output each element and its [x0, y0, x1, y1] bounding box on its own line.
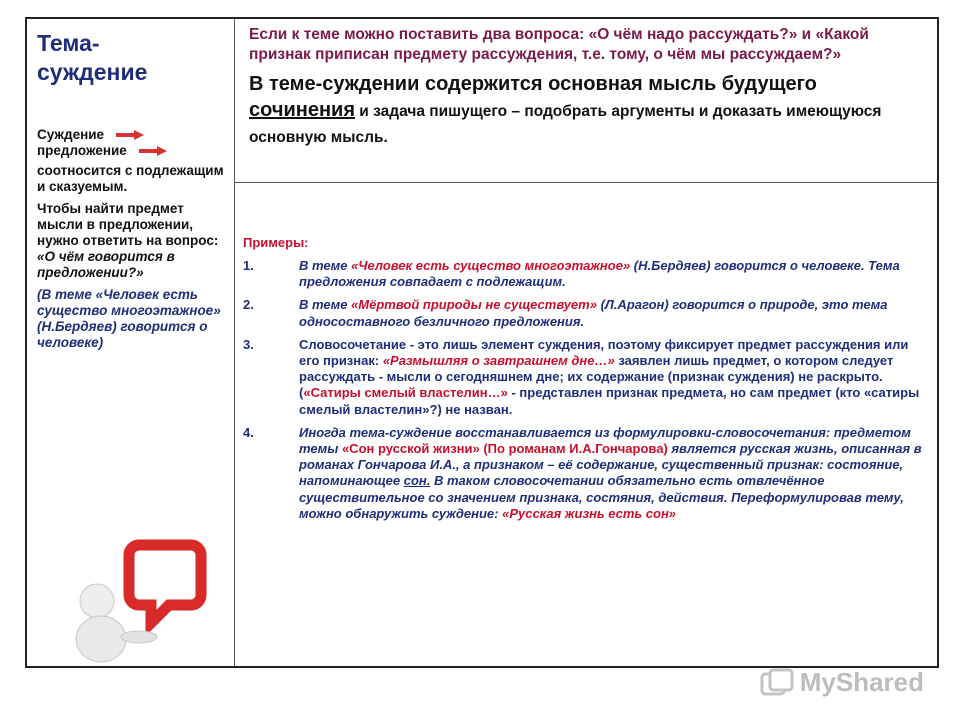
example-part: (Л.Арагон) говорится о природе, это тема односоставного безличного предложения. — [299, 297, 888, 329]
example-text — [299, 425, 925, 522]
example-number: 1. — [243, 258, 254, 273]
example-part: В теме — [299, 258, 352, 273]
example-quote: «Русская жизнь есть сон» — [502, 505, 677, 521]
example-part: является русская жизнь, описанная в романах Гончарова И.А., а признаком – её содержание, существенный признак: состояние, напоминающее — [299, 441, 922, 489]
example-item — [243, 337, 925, 418]
main-idea-text — [249, 71, 921, 149]
main-idea-underlined: сочинения — [249, 99, 355, 121]
examples-cell — [235, 183, 937, 666]
arrow-right-icon — [116, 130, 144, 140]
watermark — [760, 667, 924, 698]
example-part: Словосочетание - это лишь элемент суждения, поэтому фиксирует предмет рассуждения или его признак: — [299, 336, 909, 369]
example-part: - представлен признак предмета, но сам предмет (кто «сатиры смелый властелин»?) не назван. — [299, 385, 920, 417]
example-part: (Н.Бердяев) говорится о человеке. Тема предложения совпадает с подлежащим. — [299, 258, 900, 290]
question-italic: «О чём говорится в предложении?» — [37, 249, 175, 280]
find-subject-lead: Чтобы найти предмет мысли в предложении, нужно ответить на вопрос: — [37, 201, 219, 248]
slide-table — [25, 17, 939, 668]
main-idea-rest: и задача пишущего – подобрать аргументы и доказать имеющуюся основную мысль. — [249, 103, 882, 146]
sentence-text: предложение — [37, 143, 127, 158]
example-item — [243, 297, 925, 329]
left-column — [27, 19, 235, 666]
arrow-right-icon — [139, 146, 167, 156]
person-speech-bubble-icon — [67, 539, 217, 669]
find-subject-text — [37, 201, 224, 281]
title-line-1: Тема- — [37, 30, 100, 56]
example-part: Иногда тема-суждение восстанавливается из формулировки-словосочетания: предметом темы — [299, 424, 911, 457]
correlates-text: соотносится с подлежащим и сказуемым. — [37, 163, 224, 194]
example-number: 2. — [243, 297, 254, 313]
example-item — [243, 258, 925, 290]
example-part: заявлен лишь предмет, о котором следует рассуждать - мысли о сегодняшнем дне; их содержание (признак суждения) не раскрыто. ( — [299, 353, 894, 401]
slide-title — [37, 29, 224, 87]
example-text — [299, 337, 925, 418]
watermark-logo-icon — [760, 668, 794, 698]
example-text — [299, 297, 925, 329]
watermark-text: MyShared — [799, 667, 924, 697]
judgment-label — [37, 127, 224, 143]
example-text — [299, 258, 925, 290]
examples-heading: Примеры: — [243, 235, 309, 250]
definition-cell — [235, 19, 937, 183]
right-column — [235, 19, 937, 666]
main-idea-prefix: В теме-суждении содержится основная мысль будущего — [249, 73, 817, 95]
example-number: 3. — [243, 336, 254, 352]
example-part: В теме — [299, 297, 352, 313]
example-quote: «Человек есть существо многоэтажное» — [351, 258, 631, 273]
example-quote: «Размышляя о завтрашнем дне…» — [382, 353, 615, 369]
example-quote: «Мёртвой природы не существует» — [351, 297, 597, 313]
two-questions-text: Если к теме можно поставить два вопроса: «О чём надо рассуждать?» и «Какой признак приписан предмету рассуждения, т.е. тому, о чём мы рассуждаем?» — [249, 26, 869, 63]
example-part: В таком словосочетании обязательно есть отвлечённое существительное со значением признака, состяния, действия. Переформулировав тему, можно обнаружить суждение: — [299, 473, 904, 521]
title-line-2: суждение — [37, 59, 148, 85]
example-text: (В теме «Человек есть существо многоэтажное» (Н.Бердяев) говорится о человеке) — [37, 287, 221, 350]
example-number: 4. — [243, 424, 254, 440]
example-quote: «Сон русской жизни» (По романам И.А.Гончарова) — [341, 441, 668, 457]
example-quote: «Сатиры смелый властелин…» — [303, 385, 508, 401]
example-underlined: сон. — [403, 473, 431, 489]
example-item — [243, 425, 925, 522]
sentence-label — [37, 143, 224, 159]
judgment-text: Суждение — [37, 127, 105, 142]
